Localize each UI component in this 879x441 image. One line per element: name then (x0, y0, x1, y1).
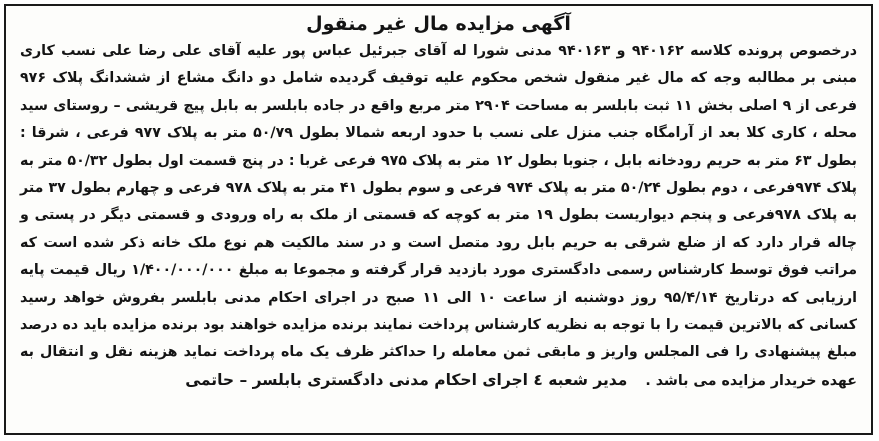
notice-signature: مدیر شعبه ٤ اجرای احکام مدنی دادگستری بابلسر – حاتمی (185, 370, 628, 389)
notice-body-text: درخصوص پرونده کلاسه ۹۴۰۱۶۲ و ۹۴۰۱۶۳ مدنی شورا له آقای جبرئیل عباس پور علیه آقای علی رضا علی نسب کاری مبنی بر مطالبه وجه که مال غیر منقول شخص محکوم علیه توقیف گردیده شامل دو دانگ مشاع از ششدانگ پلاک ۹۷۶ فرعی از ۹ اصلی بخش ۱۱ ثبت بابلسر به مساحت ۲۹۰۴ متر مربع واقع در جاده بابلسر به بابل پیچ قریشی – روستای سید محله ، کاری کلا بعد از آرامگاه جنب منزل علی نسب با حدود اربعه شمالا بطول ۵۰/۷۹ متر به پلاک ۹۷۷ فرعی ، شرقا : بطول ۶۳ متر به حریم رودخانه بابل ، جنوبا بطول ۱۲ متر به پلاک ۹۷۵ فرعی غربا : در پنج قسمت اول بطول ۵۰/۳۲ متر به پلاک ۹۷۴فرعی ، دوم بطول ۵۰/۲۴ متر به پلاک ۹۷۴ فرعی و سوم بطول ۴۱ متر به پلاک ۹۷۸ فرعی و چهارم بطول ۳۷ متر به پلاک ۹۷۸فرعی و پنجم دیواریست بطول ۱۹ متر به کوچه که قسمتی از ملک به راه ورودی و قسمتی دیگر در پستی و چاله قرار دارد که از ضلع شرقی به حریم بابل رود متصل است و در سند مالکیت هم نوع ملک خانه ذکر شده است که مراتب فوق توسط کارشناس رسمی دادگستری مورد بازدید قرار گرفته و مجموعا به مبلغ ۱/۴۰۰/۰۰۰/۰۰۰ ریال قیمت پایه ارزیابی که درتاریخ ۹۵/۴/۱۴ روز دوشنبه از ساعت ۱۰ الی ۱۱ صبح در اجرای احکام مدنی بابلسر بفروش خواهد رسید کسانی که بالاترین قیمت را با توجه به نظریه کارشناس پرداخت نمایند برنده مزایده خواهند بود برنده مزایده باید ده درصد مبلغ پیشنهادی را فی المجلس واریز و مابقی ثمن معامله را حداکثر ظرف یک ماه پرداخت نماید هزینه نقل و انتقال به عهده خریدار مزایده می باشد . (20, 43, 857, 389)
notice-title: آگهی مزایده مال غیر منقول (306, 13, 571, 35)
auction-notice (4, 4, 873, 435)
notice-body (20, 38, 857, 395)
